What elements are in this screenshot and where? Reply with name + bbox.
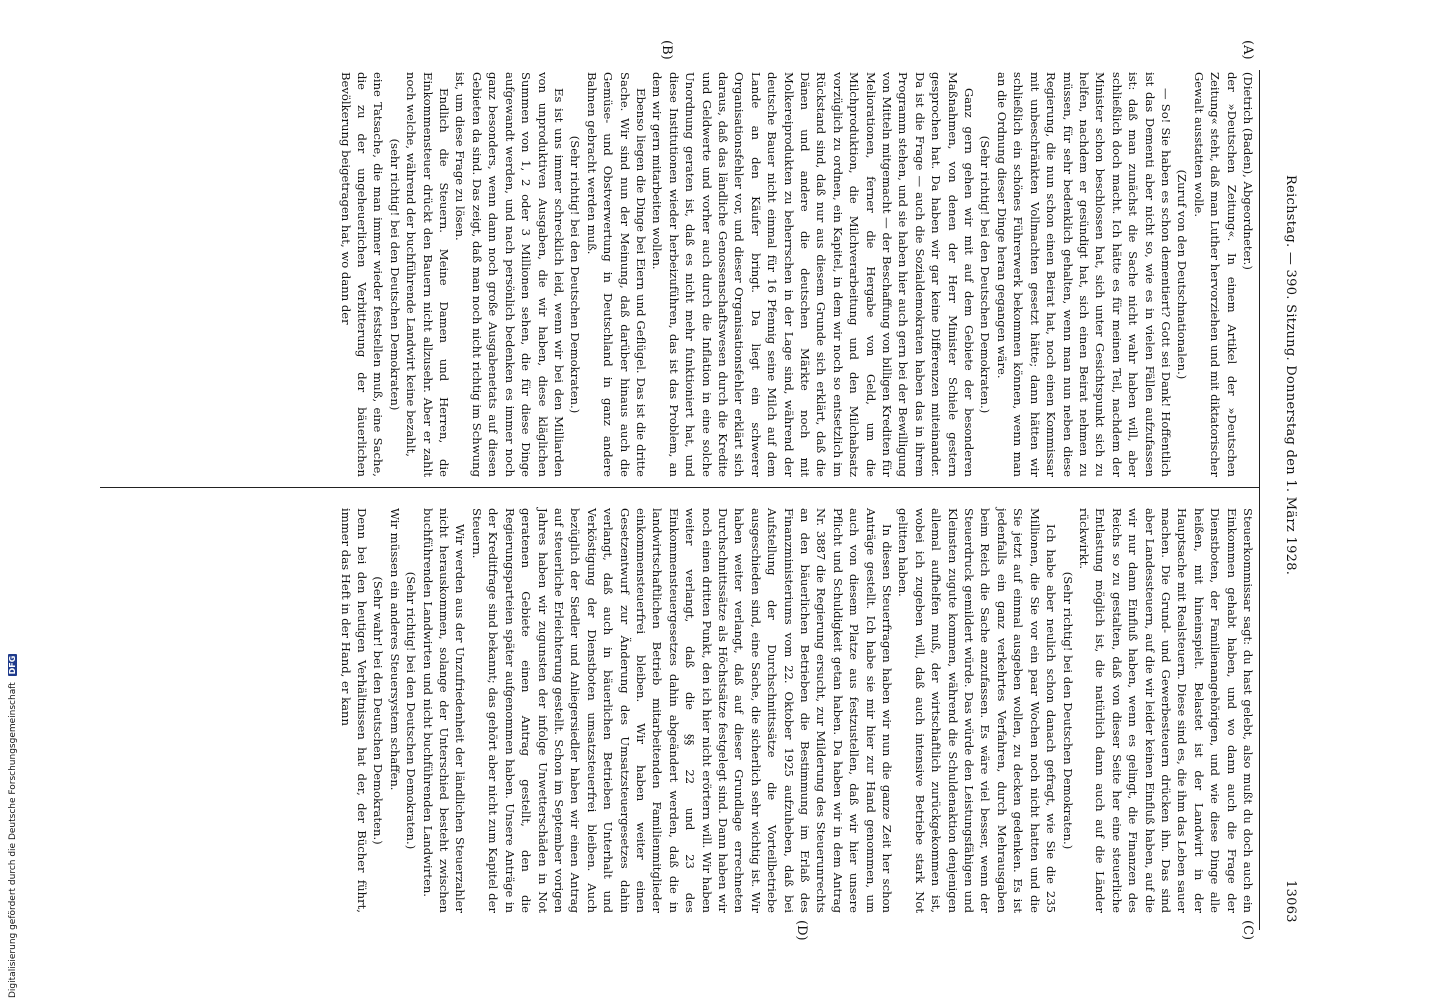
paragraph: — So! Sie haben es schon dementiert? Gott sei Dank! Hoffentlich ist das Dementi aber nicht so, wie es in vielen Fällen aufzufassen ist: daß man zunächst die Sache nicht wahr haben will, aber schließlich doch macht. Ich hätte es für meinen Teil, nachdem der Minister schon beschlossen hat, sich unter Gesichtspunkt sich zu helfen, nachdem er gesündigt hat, sich einen Beirat nehmen zu müssen, für sehr bedenklich gehalten, wenn man nun neben diese Regierung, die nun schon einen Beirat hat, noch einen Kommissar mit unbeschränkten Vollmachten gesetzt hätte; dann hätten wir schließlich ein schönes Führerwerk bekommen können, wenn man an die Ordnung dieser Dinge heran gegangen wäre. [994, 72, 1173, 477]
parliamentary-remark: (Sehr wahr! bei den Deutschen Demokraten.) [371, 576, 386, 845]
paragraph: Denn bei den heutigen Verhältnissen hat der, der Bücher führt, immer das Heft in der Hand, er kann [338, 508, 370, 913]
parliamentary-remark: (Zuruf von den Deutschnationalen.) [1175, 169, 1190, 380]
paragraph: Wir müssen ein anderes Steuersystem schaffen. [387, 508, 402, 791]
right-column [337, 508, 1256, 913]
left-column [337, 72, 1256, 477]
margin-mark-d: (D) [794, 920, 809, 941]
paragraph: Ganz gern gehen wir mit auf dem Gebiete der besonderen Maßnahmen, von denen der Herr Minister Schiele gestern gesprochen hat. Da haben wir gar keine Differenzen miteinander. Da ist die Frage — auch die Sozialdemokraten haben das in ihrem Programm stehen, und sie haben hier auch gern bei der Bewilligung von Mitteln mitgemacht — der Beschaffung von billigen Krediten für Meliorationen, ferner die Hergabe von Geld, um die Milchproduktion, die Milchverarbeitung und den Milchabsatz vorzüglich zu ordnen, ein Kapitel, in dem wir noch so entsetzlich im Rückstand sind, daß nur aus diesem Grunde sich erklärt, daß die Dänen und andere die deutschen Märkte noch mit Molkereiprodukten zu beherrschen in der Lage sind, während der deutsche Bauer nicht einmal für 16 Pfennig seine Milch auf dem Lande an den Käufer bringt. Da liegt ein schwerer Organisationsfehler vor, und dieser Organisationsfehler erklärt sich daraus, daß das ländliche Genossenschaftswesen durch die Kredite und Geldwerte und vorher auch durch die Inflation in eine solche Unordnung geraten ist, daß es nicht mehr funktioniert hat, und diese Institutionen wieder herbeizuführen, das ist das Problem, an dem wir gern mitarbeiten wollen. [650, 72, 977, 477]
parliamentary-remark: (Sehr richtig! bei den Deutschen Demokraten.) [568, 135, 583, 414]
paragraph: Ebenso liegen die Dinge bei Eiern und Geflügel. Das ist die dritte Sache. Wir sind nun der Meinung, daß darüber hinaus auch die Gemüse- und Obstverwertung in Deutschland in ganz andere Bahnen gebracht werden muß. [584, 72, 648, 477]
parliamentary-remark: (Sehr richtig! bei den Deutschen Demokraten.) [1060, 571, 1075, 850]
paragraph: Ich habe aber neulich schon danach gefragt, wie Sie die 235 Millionen, die Sie vor ein paar Wochen noch nicht hatten und die Sie jetzt auf einmal ausgeben wollen, zu decken gedenken. Es ist jedenfalls ein ganz verkehrtes Verfahren, durch Mehrausgaben beim Reich die Sache anzufassen. Es wäre viel besser, wenn der Steuerdruck gemildert würde. Das würde den Leistungsfähigen und Kleinsten zugute kommen, während die Schuldenaktion denjenigen allemal aufhelfen muß, der wirtschaftlich zurückgekommen ist, wobei ich zugeben will, daß auch intensive Betriebe stark Not gelitten haben. [896, 508, 1059, 913]
margin-mark-c: (C) [1240, 920, 1255, 941]
paragraph: Es ist uns immer schrecklich leid, wenn wir bei den Milliarden von unproduktiven Ausgaben, die wir haben, diese kläglichen Summen von 1, 2 oder 3 Millionen sehen, die für diese Dinge aufgewandt werden, und nach persönlich bedenken es immer noch ganz besonders, wenn dann noch große Ausgabenetats auf diesen Gebieten da sind. Das zeigt, daß man noch nicht richtig im Schwung ist, um diese Frage zu lösen. [453, 72, 566, 477]
running-header: Reichstag. — 390. Sitzung. Donnerstag den 1. März 1928. [1283, 175, 1298, 576]
paragraph: Steuerkommissar sagt: du hast gelebt, also mußt du doch auch ein Einkommen gehabt haben, und wo dann auch die Frage der Dienstboten, der Familienangehörigen, und wie diese Dinge alle heißen, mit hineinspielt. Belastet ist der Landwirt in der Hauptsache mit Realsteuern. Diese sind es, die ihm das Leben sauer machen. Die Grund- und Gewerbesteuern drücken ihn. Das sind aber Landessteuern, auf die wir leider keinen Einfluß haben, auf die wir nur dann Einfluß haben, wenn es gelingt, die Finanzen des Reichs so zu gestalten, daß von dieser Seite her eine steuerliche Entlastung möglich ist, die natürlich dann auch auf die Länder rückwirkt. [1076, 508, 1255, 913]
page-number: 13063 [1283, 880, 1298, 923]
column-divider [100, 487, 1260, 488]
paragraph: der »Deutschen Zeitung«. In einem Artikel der »Deutschen Zeitung« steht, daß man Luther hervorziehen und mit diktatorischer Gewalt ausstatten wolle. [1191, 72, 1239, 477]
parliamentary-remark: (Sehr richtig! bei den Deutschen Demokraten.) [404, 571, 419, 850]
credit-text: Digitalisierung gefördert durch die Deutsche Forschungsgemeinschaft [8, 682, 18, 998]
paragraph: (Dietrich (Baden), Abgeordneter.) [1241, 72, 1255, 270]
dfg-logo: DFG [8, 655, 17, 675]
paragraph: eine Tatsache, die man immer wieder feststellen muß, eine Sache, die zu der ungeheuerlichen Verbitterung der bäuerlichen Bevölkerung beigetragen hat, wo dann der [338, 72, 386, 477]
paragraph: In diesen Steuerfragen haben wir nun die ganze Zeit her schon Anträge gestellt. Ich habe sie mir hier zur Hand genommen, um auch von diesem Platze aus festzustellen, daß wir hier unsere Pflicht und Schuldigkeit getan haben. Da haben wir in dem Antrag Nr. 3887 die Regierung ersucht, zur Milderung des Steuerunrechts an den bäuerlichen Betrieben die Bestimmung im Erlaß des Finanzministeriums vom 22. Oktober 1925 aufzuheben, daß bei Aufstellung der Durchschnittssätze die Vorteilbetriebe ausgeschieden sind, eine Sache, die sicherlich sehr wichtig ist. Wir haben weiter verlangt, daß auf dieser Grundlage errechneten Durchschnittssätze als Höchstsätze festgelegt sind. Dann haben wir noch einen dritten Punkt, den ich hier nicht erörtern will. Wir haben weiter verlangt, daß die §§ 22 und 23 des Einkommensteuergesetzes dahin abgeändert werden, daß die in landwirtschaftlichen Betrieb mitarbeitenden Familienmitglieder einkommensteuerfrei bleiben. Wir haben weiter einen Gesetzentwurf zur Änderung des Umsatzsteuergesetzes dahin verlangt, daß auch in bäuerlichen Betrieben Unterhalt und Verköstigung der Dienstboten umsatzsteuerfrei bleiben. Auch bezüglich der Siedler und Anliegersiedler haben wir einen Antrag auf steuerliche Erleichterung gestellt. Schon im September vorigen Jahres haben wir zugunsten der infolge Unwetterschäden in Not geratenen Gebiete einen Antrag gestellt, den die Regierungsparteien später aufgenommen haben. Unsere Anträge in der Kreditfrage sind bekannt; das gehört aber nicht zum Kapitel der Steuern. [469, 508, 895, 913]
paragraph: Endlich die Steuern. Meine Damen und Herren, die Einkommensteuer drückt den Bauern nicht allzusehr. Aber er zahlt noch welche, während der buchführende Landwirt keine bezahlt, [404, 72, 452, 477]
margin-mark-a: (A) [1240, 40, 1255, 60]
parliamentary-remark: (sehr richtig! bei den Deutschen Demokraten) [387, 138, 402, 411]
digitization-credit [8, 654, 18, 998]
header-rule [1259, 70, 1260, 930]
margin-mark-b: (B) [659, 40, 674, 60]
paragraph: Wir werden aus der Unzufriedenheit der ländlichen Steuerzahler nicht herauskommen, solange der Unterschied besteht zwischen buchführenden Landwirten und nicht buchführenden Landwirten. [420, 508, 468, 913]
parliamentary-remark: (Sehr richtig! bei den Deutschen Demokraten.) [978, 135, 993, 414]
